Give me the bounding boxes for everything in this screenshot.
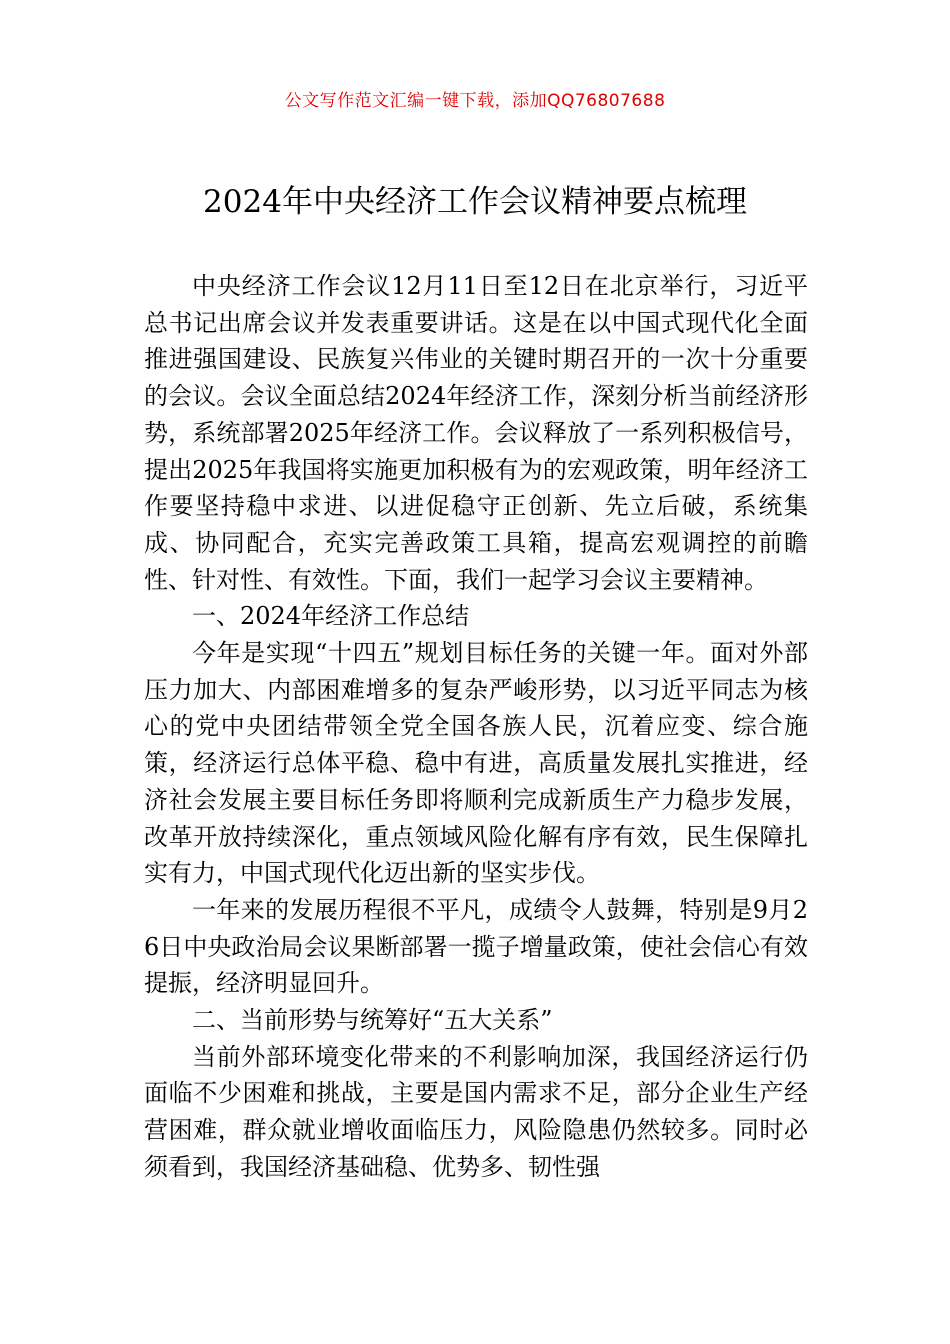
paragraph-achievements: 一年来的发展历程很不平凡，成绩令人鼓舞，特别是9月26日中央政治局会议果断部署一揽子增量政策，使社会信心有效提振，经济明显回升。 xyxy=(144,895,808,998)
section-heading-2: 二、当前形势与统筹好“五大关系” xyxy=(192,1006,553,1035)
document-title: 2024年中央经济工作会议精神要点梳理 xyxy=(203,184,747,220)
section-heading-1: 一、2024年经济工作总结 xyxy=(192,602,470,631)
header-promo-note: 公文写作范文汇编一键下载，添加QQ76807688 xyxy=(284,91,666,111)
paragraph-intro: 中央经济工作会议12月11日至12日在北京举行，习近平总书记出席会议并发表重要讲话。这是在以中国式现代化全面推进强国建设、民族复兴伟业的关键时期召开的一次十分重要的会议。会议全面总结2024年经济工作，深刻分析当前经济形势，系统部署2025年经济工作。会议释放了一系列积极信号，提出2025年我国将实施更加积极有为的宏观政策，明年经济工作要坚持稳中求进、以进促稳守正创新、先立后破，系统集成、协同配合，充实完善政策工具箱，提高宏观调控的前瞻性、针对性、有效性。下面，我们一起学习会议主要精神。 xyxy=(144,272,808,594)
paragraph-summary: 今年是实现“十四五”规划目标任务的关键一年。面对外部压力加大、内部困难增多的复杂严峻形势，以习近平同志为核心的党中央团结带领全党全国各族人民，沉着应变、综合施策，经济运行总体平稳、稳中有进，高质量发展扎实推进，经济社会发展主要目标任务即将顺利完成新质生产力稳步发展，改革开放持续深化，重点领域风险化解有序有效，民生保障扎实有力，中国式现代化迈出新的坚实步伐。 xyxy=(144,639,808,888)
document-body xyxy=(144,268,808,1186)
paragraph-situation: 当前外部环境变化带来的不利影响加深，我国经济运行仍面临不少困难和挑战，主要是国内需求不足，部分企业生产经营困难，群众就业增收面临压力，风险隐患仍然较多。同时必须看到，我国经济基础稳、优势多、韧性强 xyxy=(144,1042,808,1181)
